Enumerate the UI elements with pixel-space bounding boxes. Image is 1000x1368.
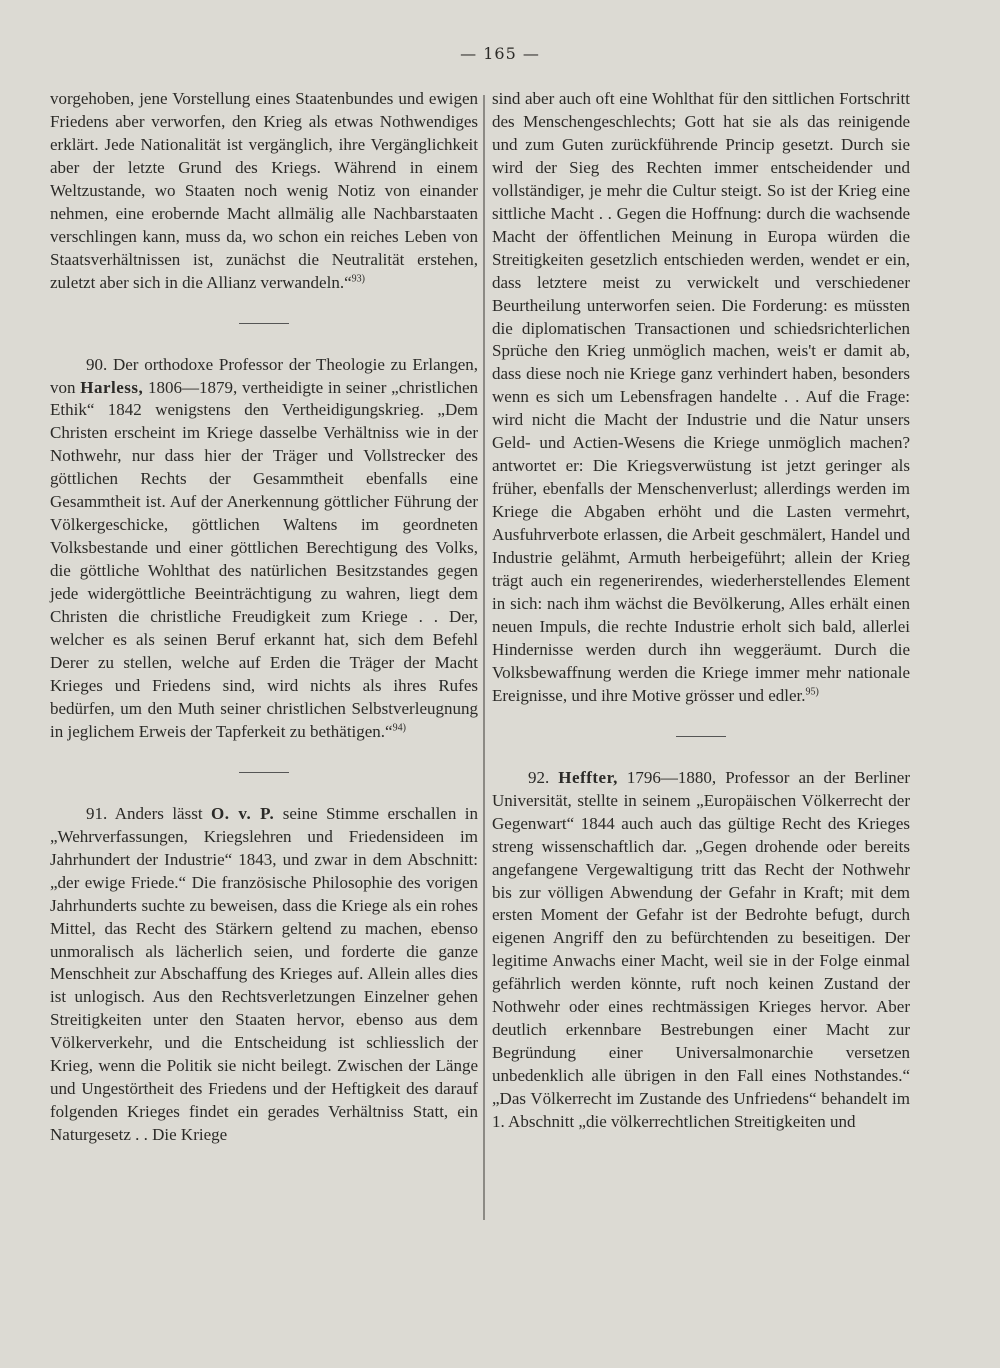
left-column xyxy=(50,88,478,1147)
author-name: Harless, xyxy=(80,377,144,397)
section-text: 1806—1879, vertheidigte in seiner „christlichen Ethik“ 1842 wenigstens den Vertheidigungskrieg. „Dem Christen erscheint im Kriege dasselbe Verhältniss wie in der Nothwehr, nur dass hier der Träger und Vollstrecker des göttlichen Rechts der Gesammtheit ebenfalls eine Gesammtheit ist. Auf der Anerkennung göttlicher Führung der Völkergeschicke, göttlichen Waltens im geordneten Volksbestande und einer göttlichen Berechtigung des Volks, die göttliche Wohlthat des natürlichen Besitzstandes gegen jede widergöttliche Beeinträchtigung zu wahren, liegt dem Christen die christliche Freudigkeit zum Kriege . . Der, welcher es als seinen Beruf erkannt hat, sich dem Befehl Derer zu stellen, welche auf Erden die Träger der Macht Krieges und Friedens sind, wird nichts als ihres Rufes bedürfen, um den Muth seiner christlichen Selbstverleugnung in jeglichem Erweis der Tapferkeit zu bethätigen.“ xyxy=(50,377,479,741)
author-name: O. v. P. xyxy=(211,803,275,823)
footnote-ref-94: 94) xyxy=(392,722,406,734)
section-rule xyxy=(239,323,289,324)
paragraph-text: vorgehoben, jene Vorstellung eines Staatenbundes und ewigen Friedens aber verworfen, den Krieg als etwas Nothwendiges erklärt. Jede Nationalität ist vergänglich, ihre Vergänglichkeit aber der letzte Grund des Kriegs. Während in einem Weltzustande, wo Staaten noch wenig Notiz von einander nehmen, eine erobernde Macht allmälig alle Nachbarstaaten verschlingen kann, muss da, wo schon ein reiches Leben von Staatsverhältnissen ist, zunächst die Neutralität erstehen, zuletzt aber sich in die Allianz verwandeln.“ xyxy=(50,89,478,292)
footnote-number: 93 xyxy=(351,272,362,284)
paragraph-text: sind aber auch oft eine Wohlthat für den sittlichen Fortschritt des Menschengeschlechts; Gott hat sie als das reinigende und zum Guten zurückführende Princip gesetzt. Durch sie wird der Sieg des Rechten immer entscheidender und vollständiger, je mehr die Cultur steigt. So ist der Krieg eine sittliche Macht . . Gegen die Hoffnung: durch die wachsende Macht der öffentlichen Meinung in Europa würden die Streitigkeiten gesetzlich entschieden werden, wendet er ein, dass letztere meist zu verwickelt und verschiedener Beurtheilung unterworfen seien. Die Forderung: es müssten die diplomatischen Transactionen und schiedsrichterlichen Sprüche den Krieg unmöglich machen, weis't er damit ab, dass diese noch nie Kriege ganz verhindert haben, besonders wenn es sich um Lebensfragen handelte . . Auf die Frage: wird nicht die Macht der Industrie und die Natur unsers Geld- und Actien-Wesens die Kriege unmöglich machen? antwortet er: Die Kriegsverwüstung ist jetzt geringer als früher, ebenfalls der Menschenverlust; allerdings werden im Kriege die Abgaben erhöht und die Lasten vermehrt, Ausfuhrverbote erlassen, die Arbeit geschmälert, Handel und Industrie gelähmt, Armuth herbeigeführt; allein der Krieg trägt auch ein regenerirendes, wiederherstellendes Element in sich: nach ihm wächst die Bevölkerung, Alles erhält einen neuen Impuls, die rechte Industrie erholt sich bald, allerlei Hindernisse werden durch ihn weggeräumt. Durch die Volksbewaffnung werden die Kriege immer mehr nationale Ereignisse, und ihre Motive grösser und edler. xyxy=(492,89,910,705)
section-90 xyxy=(50,354,478,744)
footnote-number: 95 xyxy=(805,686,816,698)
paragraph-continuation xyxy=(50,88,478,295)
section-number: 91. xyxy=(86,803,108,823)
section-text: 1796—1880, Professor an der Berliner Universität, stellte in seinem „Europäischen Völkerrecht der Gegenwart“ 1844 auch auch das gültige Recht des Krieges streng wissenschaftlich dar. „Gegen drohende oder bereits angefangene Vergewaltigung tritt das Recht der Nothwehr bis zur völligen Abwendung der Gefahr in Kraft; mit dem ersten Moment der Gefahr ist der Bedrohte befugt, durch eigenen Angriff den zu befürchtenden zu beseitigen. Der legitime Anwachs einer Macht, weil sie in der Folge einmal gefährlich werden könnte, ruft noch keinen Zustand der Nothwehr oder eines rechtmässigen Krieges hervor. Aber deutlich erkennbare Bestrebungen einer Macht zur Begründung einer Universalmonarchie versetzen unbedenklich alle übrigen in den Fall eines Nothstandes.“ „Das Völkerrecht im Zustande des Unfriedens“ behandelt im 1. Abschnitt „die völkerrechtlichen Streitigkeiten und xyxy=(492,767,910,1132)
section-text: seine Stimme erschallen in „Wehrverfassungen, Kriegslehren und Friedensideen im Jahrhundert der Industrie“ 1843, und zwar in dem Abschnitt: „der ewige Friede.“ Die französische Philosophie des vorigen Jahrhunderts suchte zu beweisen, dass die Kriege als ein rohes Mittel, das Recht des Stärkern geltend zu machen, ebenso unmoralisch als lächerlich seien, und forderte die ganze Menschheit zur Abschaffung des Krieges auf. Allein alles dies ist unlogisch. Aus den Rechtsverletzungen Einzelner gehen Streitigkeiten unter den Staaten hervor, ebenso aus dem Völkerverkehr, und die Entscheidung ist schliesslich der Krieg, wenn die Politik sie nicht beilegt. Zwischen der Länge und Ungestörtheit des Friedens und der Heftigkeit des darauf folgenden Krieges findet ein gerades Verhältniss Statt, ein Naturgesetz . . Die Kriege xyxy=(50,803,479,1145)
page-number: — 165 — xyxy=(460,44,540,63)
paragraph-continuation xyxy=(492,88,910,708)
section-number: 90. xyxy=(86,354,108,374)
section-rule xyxy=(676,736,726,737)
section-91 xyxy=(50,803,478,1147)
section-text: Anders lässt xyxy=(114,803,203,823)
footnote-number: 94 xyxy=(392,722,403,734)
right-column xyxy=(492,88,910,1134)
section-rule xyxy=(239,772,289,773)
footnote-ref-95: 95) xyxy=(805,686,819,698)
column-divider xyxy=(483,95,485,1220)
section-92 xyxy=(492,767,910,1134)
section-number: 92. xyxy=(528,767,550,787)
section-text: Der orthodoxe Professor der Theologie zu Erlangen, von xyxy=(50,354,478,397)
footnote-ref-93: 93) xyxy=(351,272,365,284)
author-name: Heffter, xyxy=(558,767,618,787)
